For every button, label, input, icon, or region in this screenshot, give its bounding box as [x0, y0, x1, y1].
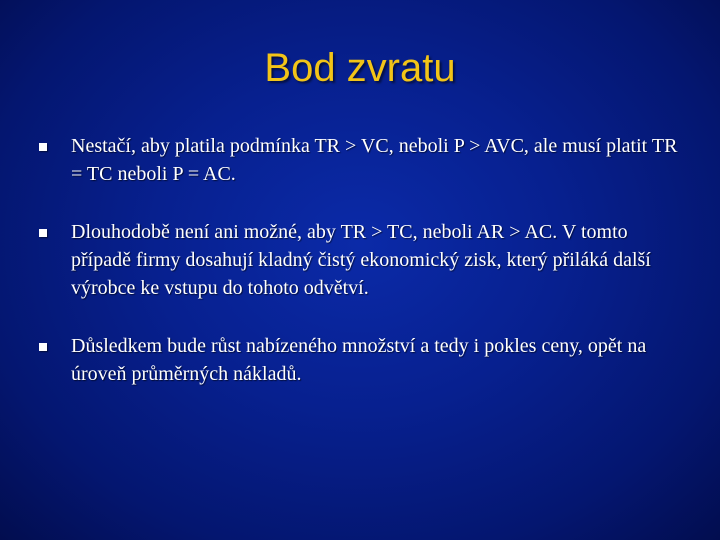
slide-title: Bod zvratu: [264, 46, 456, 90]
bullet-item-2: [36, 218, 686, 302]
bullet-item-3: [36, 332, 686, 388]
bullet-text: Dlouhodobě není ani možné, aby TR > TC, neboli AR > AC. V tomto případě firmy dosahují kladný čistý ekonomický zisk, který přiláká další výrobce ke vstupu do tohoto odvětví.: [71, 221, 651, 299]
square-bullet-icon: [39, 343, 47, 351]
square-bullet-icon: [39, 229, 47, 237]
bullet-text: Nestačí, aby platila podmínka TR > VC, neboli P > AVC, ale musí platit TR = TC neboli P = AC.: [71, 135, 678, 185]
square-bullet-icon: [39, 143, 47, 151]
bullet-item-1: [36, 132, 686, 188]
bullet-text: Důsledkem bude růst nabízeného množství a tedy i pokles ceny, opět na úroveň průměrných nákladů.: [71, 335, 647, 385]
bullet-list: [36, 132, 686, 388]
